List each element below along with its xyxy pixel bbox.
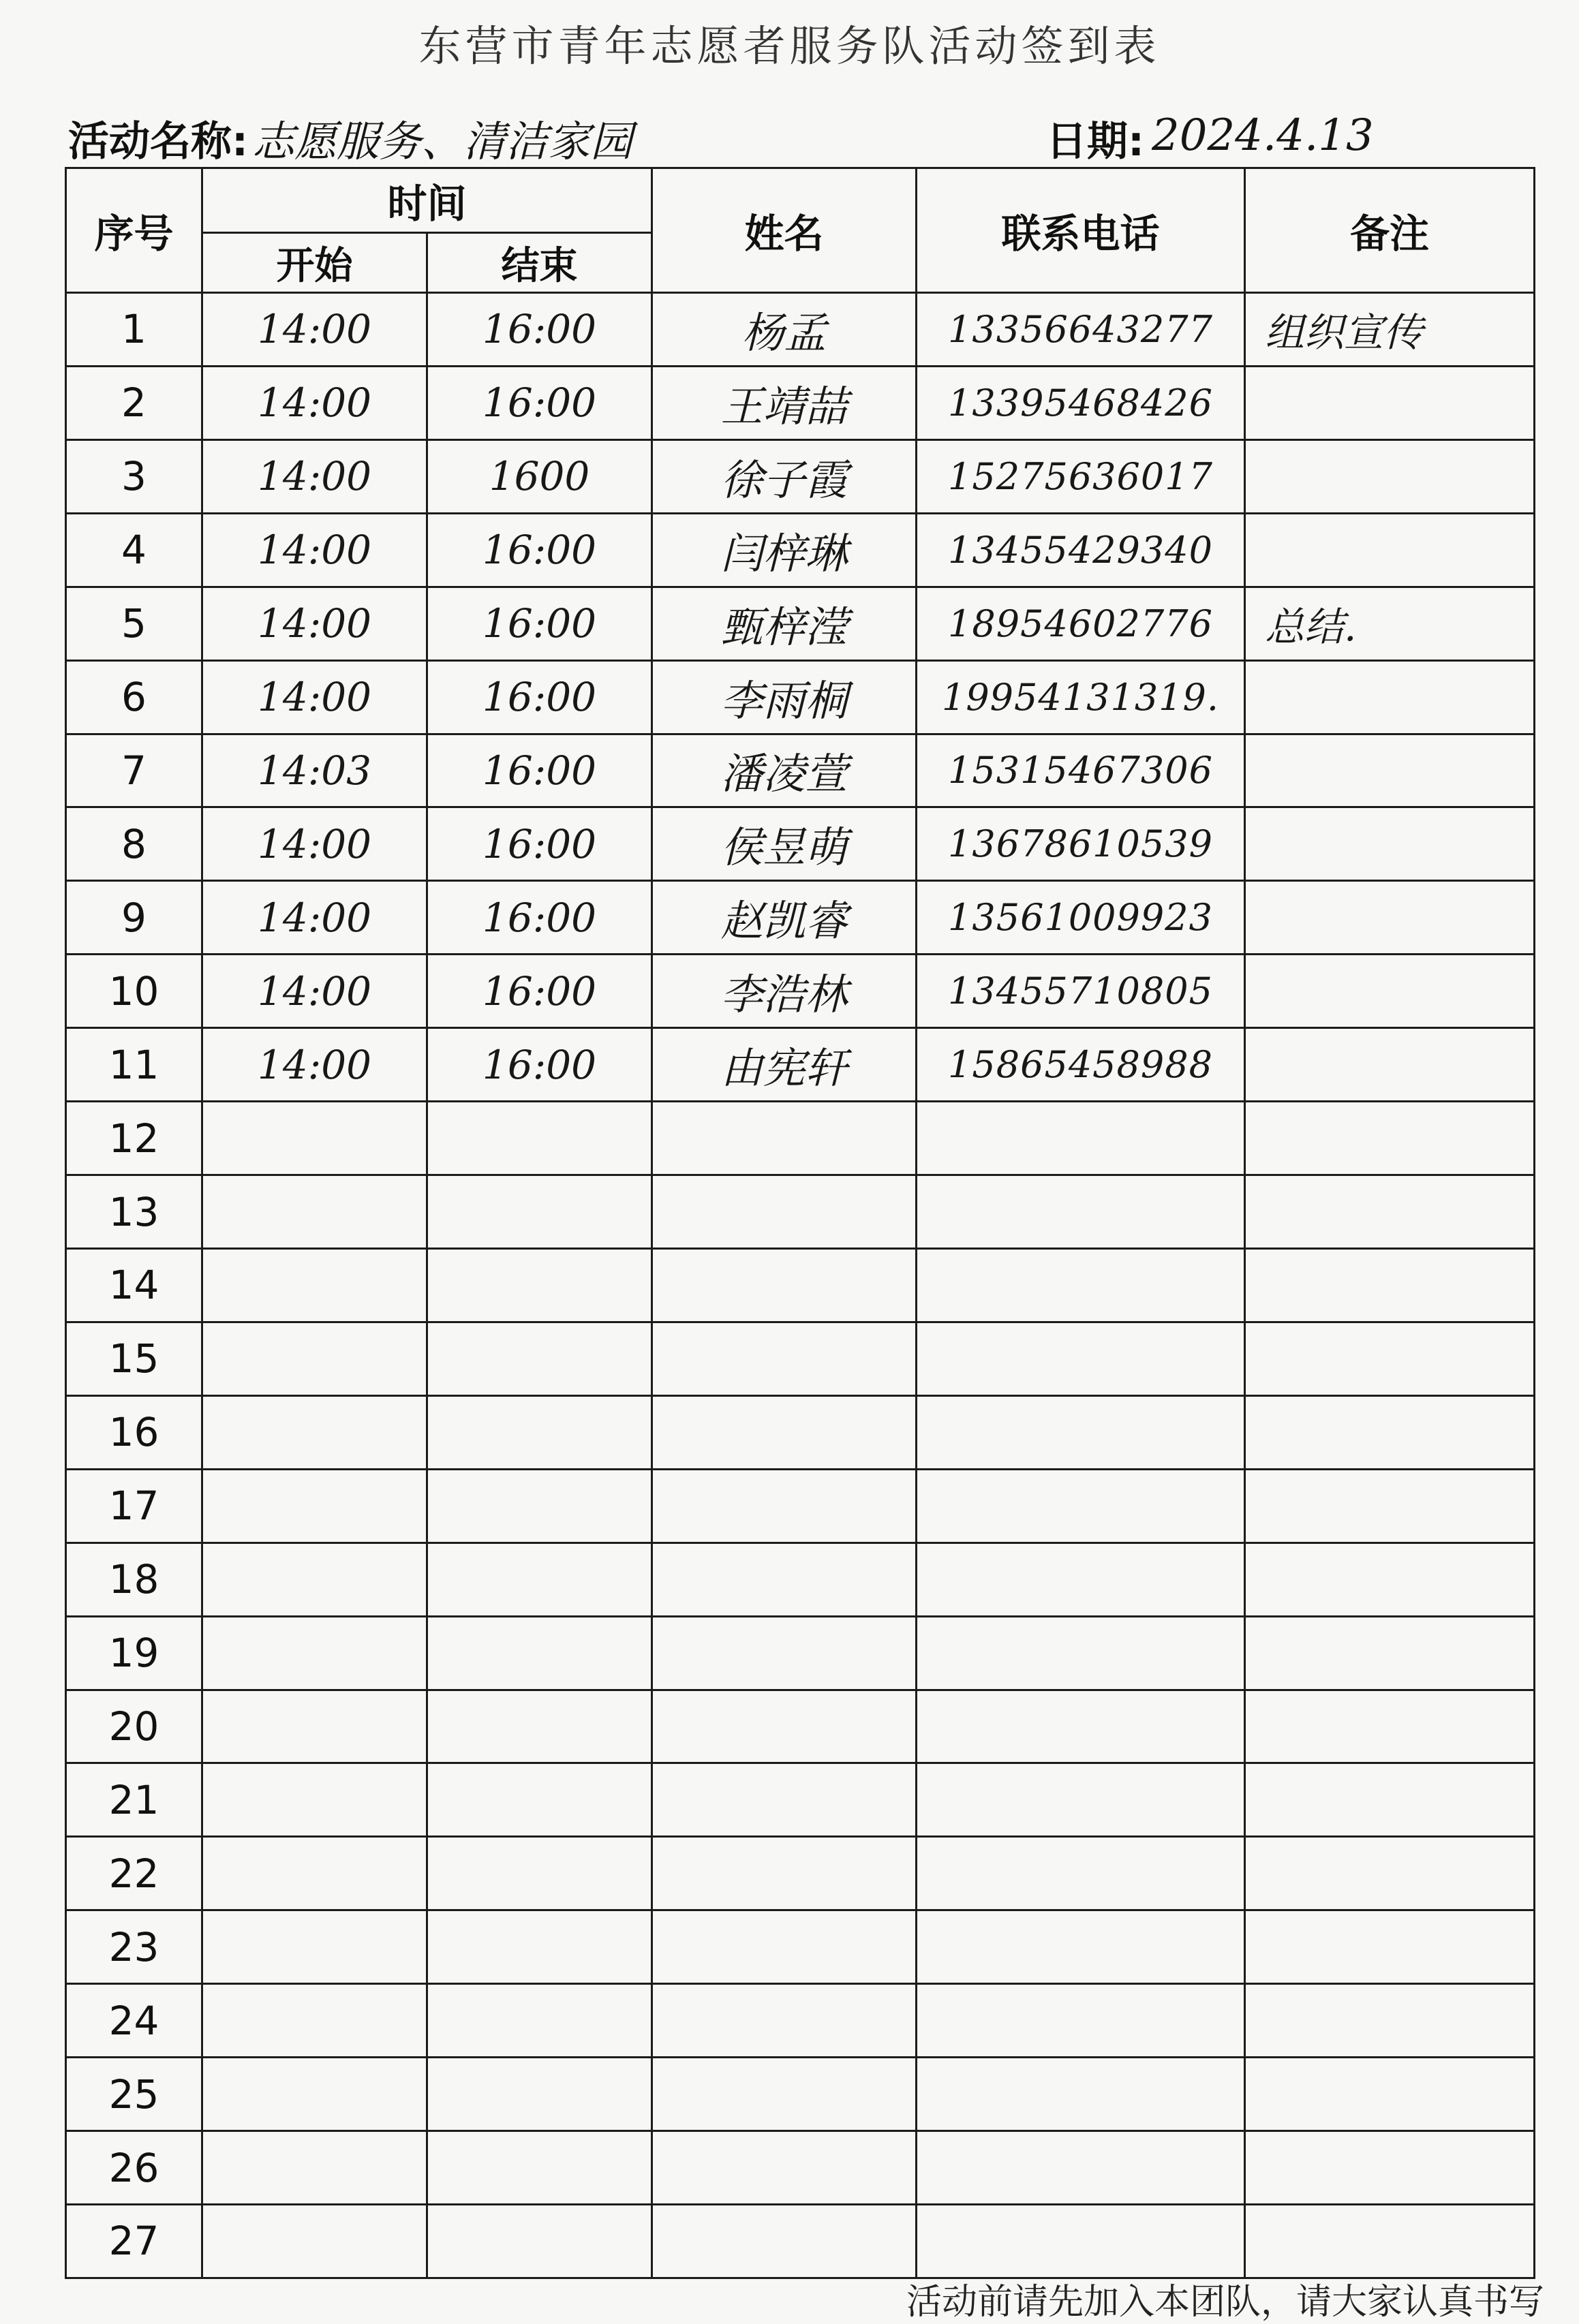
phone-cell [917, 1837, 1245, 1910]
note-cell [1245, 1690, 1535, 1763]
row-index: 12 [66, 1102, 202, 1175]
phone-cell: 19954131319. [917, 660, 1245, 734]
row-index: 5 [66, 587, 202, 660]
note-cell [1245, 1248, 1535, 1322]
start-time-cell [202, 1102, 427, 1175]
phone-cell [917, 1469, 1245, 1543]
end-time-cell [427, 1395, 652, 1469]
row-index: 21 [66, 1763, 202, 1837]
table-row [66, 1175, 1535, 1249]
row-index: 20 [66, 1690, 202, 1763]
start-time-cell [202, 1910, 427, 1984]
end-time-cell [427, 1763, 652, 1837]
table-row [66, 1322, 1535, 1395]
name-cell: 由宪轩 [652, 1028, 917, 1102]
phone-cell [917, 1543, 1245, 1616]
row-index: 18 [66, 1543, 202, 1616]
start-time-cell: 14:03 [202, 734, 427, 807]
end-time-cell [427, 1543, 652, 1616]
table-row [66, 1763, 1535, 1837]
end-time-cell [427, 1102, 652, 1175]
end-time-cell [427, 1175, 652, 1249]
header-name: 姓名 [652, 168, 917, 293]
phone-cell: 13455710805 [917, 955, 1245, 1028]
name-cell: 徐子霞 [652, 439, 917, 513]
phone-cell: 13356643277 [917, 293, 1245, 367]
row-index: 19 [66, 1616, 202, 1690]
phone-cell [917, 1763, 1245, 1837]
row-index: 15 [66, 1322, 202, 1395]
phone-cell [917, 1395, 1245, 1469]
start-time-cell [202, 1690, 427, 1763]
end-time-cell: 16:00 [427, 881, 652, 955]
note-cell [1245, 366, 1535, 439]
row-index: 1 [66, 293, 202, 367]
note-cell [1245, 955, 1535, 1028]
phone-cell: 13678610539 [917, 807, 1245, 881]
end-time-cell [427, 2204, 652, 2278]
table-row [66, 1616, 1535, 1690]
name-cell: 闫梓琳 [652, 513, 917, 587]
note-cell [1245, 2058, 1535, 2131]
start-time-cell: 14:00 [202, 660, 427, 734]
start-time-cell [202, 1175, 427, 1249]
row-index: 16 [66, 1395, 202, 1469]
start-time-cell: 14:00 [202, 293, 427, 367]
start-time-cell: 14:00 [202, 513, 427, 587]
activity-name-value: 志愿服务、清洁家园 [252, 117, 633, 166]
start-time-cell: 14:00 [202, 366, 427, 439]
note-cell [1245, 1028, 1535, 1102]
row-index: 22 [66, 1837, 202, 1910]
name-cell [652, 1837, 917, 1910]
note-cell [1245, 1102, 1535, 1175]
header-index: 序号 [66, 168, 202, 293]
start-time-cell [202, 1984, 427, 2058]
note-cell [1245, 734, 1535, 807]
name-cell [652, 1910, 917, 1984]
phone-cell: 13561009923 [917, 881, 1245, 955]
end-time-cell: 1600 [427, 439, 652, 513]
end-time-cell: 16:00 [427, 587, 652, 660]
row-index: 4 [66, 513, 202, 587]
phone-cell [917, 2131, 1245, 2205]
start-time-cell [202, 1763, 427, 1837]
table-row [66, 293, 1535, 367]
table-row [66, 734, 1535, 807]
note-cell [1245, 1763, 1535, 1837]
table-row [66, 513, 1535, 587]
name-cell [652, 2131, 917, 2205]
name-cell: 潘凌萱 [652, 734, 917, 807]
start-time-cell: 14:00 [202, 807, 427, 881]
header-end: 结束 [427, 233, 652, 293]
start-time-cell: 14:00 [202, 1028, 427, 1102]
row-index: 24 [66, 1984, 202, 2058]
header-note: 备注 [1245, 168, 1535, 293]
note-cell [1245, 1616, 1535, 1690]
table-row [66, 2204, 1535, 2278]
note-cell [1245, 513, 1535, 587]
table-row [66, 881, 1535, 955]
note-cell [1245, 807, 1535, 881]
end-time-cell [427, 2131, 652, 2205]
start-time-cell: 14:00 [202, 881, 427, 955]
table-row [66, 1469, 1535, 1543]
name-cell: 李雨桐 [652, 660, 917, 734]
start-time-cell [202, 2058, 427, 2131]
start-time-cell [202, 1469, 427, 1543]
note-cell [1245, 1543, 1535, 1616]
start-time-cell [202, 1248, 427, 1322]
phone-cell [917, 2204, 1245, 2278]
note-cell [1245, 1395, 1535, 1469]
row-index: 11 [66, 1028, 202, 1102]
table-row [66, 439, 1535, 513]
start-time-cell [202, 1395, 427, 1469]
name-cell: 甄梓滢 [652, 587, 917, 660]
table-row [66, 1543, 1535, 1616]
header-phone: 联系电话 [917, 168, 1245, 293]
start-time-cell [202, 1543, 427, 1616]
end-time-cell: 16:00 [427, 366, 652, 439]
note-cell [1245, 2204, 1535, 2278]
end-time-cell [427, 1616, 652, 1690]
end-time-cell [427, 1837, 652, 1910]
note-cell [1245, 439, 1535, 513]
table-row [66, 1102, 1535, 1175]
name-cell [652, 1616, 917, 1690]
phone-cell: 15315467306 [917, 734, 1245, 807]
date-label: 日期: [1046, 118, 1144, 166]
row-index: 10 [66, 955, 202, 1028]
phone-cell [917, 1248, 1245, 1322]
end-time-cell: 16:00 [427, 734, 652, 807]
start-time-cell [202, 2204, 427, 2278]
start-time-cell: 14:00 [202, 439, 427, 513]
end-time-cell [427, 2058, 652, 2131]
name-cell: 王靖喆 [652, 366, 917, 439]
name-cell [652, 1395, 917, 1469]
row-index: 17 [66, 1469, 202, 1543]
row-index: 26 [66, 2131, 202, 2205]
name-cell [652, 1469, 917, 1543]
phone-cell: 18954602776 [917, 587, 1245, 660]
end-time-cell [427, 1910, 652, 1984]
row-index: 2 [66, 366, 202, 439]
name-cell: 侯昱萌 [652, 807, 917, 881]
phone-cell [917, 1984, 1245, 2058]
start-time-cell: 14:00 [202, 955, 427, 1028]
footer-note: 活动前请先加入本团队，请大家认真书写 [906, 2282, 1545, 2323]
phone-cell [917, 1175, 1245, 1249]
row-index: 27 [66, 2204, 202, 2278]
row-index: 23 [66, 1910, 202, 1984]
end-time-cell: 16:00 [427, 293, 652, 367]
table-row [66, 660, 1535, 734]
end-time-cell [427, 1984, 652, 2058]
end-time-cell: 16:00 [427, 955, 652, 1028]
note-cell [1245, 881, 1535, 955]
name-cell: 李浩林 [652, 955, 917, 1028]
date-value: 2024.4.13 [1152, 110, 1374, 161]
note-cell: 总结. [1245, 587, 1535, 660]
activity-name-label: 活动名称: [68, 118, 248, 166]
header-start: 开始 [202, 233, 427, 293]
name-cell [652, 1984, 917, 2058]
start-time-cell: 14:00 [202, 587, 427, 660]
phone-cell: 13395468426 [917, 366, 1245, 439]
end-time-cell: 16:00 [427, 660, 652, 734]
phone-cell [917, 1910, 1245, 1984]
row-index: 7 [66, 734, 202, 807]
table-row [66, 1028, 1535, 1102]
end-time-cell: 16:00 [427, 1028, 652, 1102]
end-time-cell [427, 1469, 652, 1543]
end-time-cell [427, 1248, 652, 1322]
table-row [66, 955, 1535, 1028]
table-row [66, 2058, 1535, 2131]
note-cell [1245, 1837, 1535, 1910]
end-time-cell [427, 1322, 652, 1395]
table-row [66, 807, 1535, 881]
table-row [66, 1837, 1535, 1910]
row-index: 13 [66, 1175, 202, 1249]
table-row [66, 1910, 1535, 1984]
row-index: 25 [66, 2058, 202, 2131]
name-cell [652, 1102, 917, 1175]
note-cell [1245, 2131, 1535, 2205]
table-row [66, 1984, 1535, 2058]
header-time: 时间 [202, 168, 652, 233]
sheet-title: 东营市青年志愿者服务队活动签到表 [418, 21, 1161, 71]
phone-cell [917, 1102, 1245, 1175]
attendance-table [65, 167, 1535, 2279]
note-cell [1245, 660, 1535, 734]
phone-cell [917, 1322, 1245, 1395]
name-cell: 杨孟 [652, 293, 917, 367]
start-time-cell [202, 1322, 427, 1395]
name-cell [652, 1175, 917, 1249]
start-time-cell [202, 2131, 427, 2205]
name-cell [652, 1248, 917, 1322]
end-time-cell [427, 1690, 652, 1763]
phone-cell: 15865458988 [917, 1028, 1245, 1102]
phone-cell [917, 1616, 1245, 1690]
table-row [66, 1248, 1535, 1322]
row-index: 14 [66, 1248, 202, 1322]
row-index: 8 [66, 807, 202, 881]
end-time-cell: 16:00 [427, 807, 652, 881]
row-index: 3 [66, 439, 202, 513]
note-cell [1245, 1175, 1535, 1249]
attendance-rows [66, 293, 1535, 2278]
note-cell [1245, 1322, 1535, 1395]
row-index: 9 [66, 881, 202, 955]
phone-cell [917, 2058, 1245, 2131]
table-row [66, 1395, 1535, 1469]
name-cell [652, 2204, 917, 2278]
name-cell [652, 1690, 917, 1763]
name-cell: 赵凯睿 [652, 881, 917, 955]
start-time-cell [202, 1616, 427, 1690]
note-cell: 组织宣传 [1245, 293, 1535, 367]
table-row [66, 366, 1535, 439]
note-cell [1245, 1984, 1535, 2058]
name-cell [652, 1543, 917, 1616]
table-row [66, 2131, 1535, 2205]
phone-cell [917, 1690, 1245, 1763]
table-row [66, 587, 1535, 660]
start-time-cell [202, 1837, 427, 1910]
note-cell [1245, 1910, 1535, 1984]
name-cell [652, 1763, 917, 1837]
name-cell [652, 2058, 917, 2131]
name-cell [652, 1322, 917, 1395]
phone-cell: 13455429340 [917, 513, 1245, 587]
phone-cell: 15275636017 [917, 439, 1245, 513]
table-row [66, 1690, 1535, 1763]
end-time-cell: 16:00 [427, 513, 652, 587]
note-cell [1245, 1469, 1535, 1543]
row-index: 6 [66, 660, 202, 734]
